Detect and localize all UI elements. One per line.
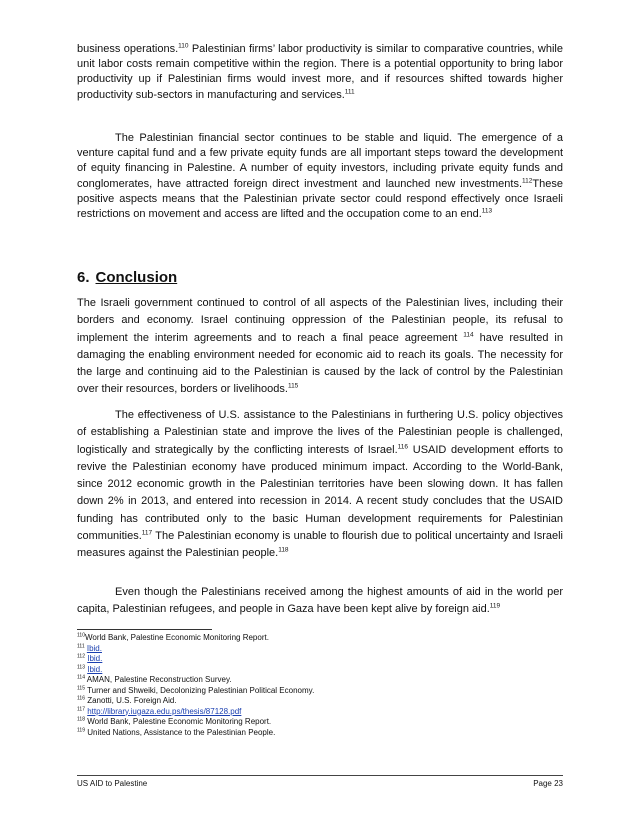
footnote-ref: 111 xyxy=(344,87,355,95)
section-number: 6. xyxy=(77,269,90,286)
paragraph-text: Palestinian firms’ labor productivity is similar to comparative countries, while unit labor costs remain competitive within the region. There is a potential opportunity to bring labor productivity up if Palestinian firms would invest more, and if resources shifted towards higher productivity sub-sectors in manufacturing and services. xyxy=(77,43,563,101)
footnote-item: $^{114}$ AMAN, Palestine Reconstruction Survey. xyxy=(77,674,232,684)
paragraph-5 xyxy=(77,584,563,619)
footnote-item: $^{119}$ United Nations, Assistance to the Palestinian People. xyxy=(77,726,276,737)
footnote-item: $^{116}$ Zanotti, U.S. Foreign Aid. xyxy=(77,695,177,705)
footnote-item: $^{112}$ Ibid. xyxy=(77,653,103,663)
footnote-ref: 110 xyxy=(178,42,189,50)
paragraph-text: Even though the Palestinians received among the highest amounts of aid in the world per capita, Palestinian refugees, and people in Gaza have been kept alive by foreign aid. xyxy=(77,586,563,616)
footnote-item: $^{118}$ World Bank, Palestine Economic Monitoring Report. xyxy=(77,716,272,726)
paragraph-text: The Palestinian financial sector continues to be stable and liquid. The emergence of a venture capital fund and a few private equity funds are all important steps toward the development of equity financing in Palestine. A number of equity investors, including private equity funds and conglomerates, have attracted foreign direct investment and launched new investments. xyxy=(77,132,563,190)
paragraph-text: The Israeli government continued to control of all aspects of the Palestinian lives, including their borders and economy. Israel continuing oppression of the Palestinian people, its refusal to implement the interim agreements and to reach a final peace agreement xyxy=(77,297,563,344)
footnote-link[interactable]: Ibid. xyxy=(86,643,102,653)
paragraph-2 xyxy=(77,131,563,222)
footnote-ref: 118 xyxy=(278,546,289,554)
footnote-link[interactable]: Ibid. xyxy=(87,664,103,674)
page-number: Page 23 xyxy=(533,779,563,788)
footnote-ref: 113 xyxy=(481,207,493,215)
footnote-ref: 115 xyxy=(287,382,299,390)
footnote-ref: 119 xyxy=(489,602,501,610)
footnote-ref: 112 xyxy=(522,176,533,184)
footnote-separator xyxy=(77,629,212,630)
footnote-item: $^{113}$ Ibid. xyxy=(77,663,103,674)
footnote-ref: 114 xyxy=(463,330,474,338)
footnote-item: $^{117}$ http://library.iugaza.edu.ps/thesis/87128.pdf xyxy=(77,705,242,716)
footnote-ref: 116 xyxy=(397,442,409,450)
footnote-url-link[interactable]: http://library.iugaza.edu.ps/thesis/87128.pdf xyxy=(87,706,242,716)
footer-separator xyxy=(77,775,563,776)
paragraph-text: USAID development efforts to revive the Palestinian economy have produced minimum impact. According to the World-Bank, since 2012 economic growth in the Palestinian territories have been slowing down. It has fallen down 2% in 2013, and entered into recession in 2014. A recent study concludes that the USAID funding has contributed only to the basic Human development requirements for Palestinian communities. xyxy=(77,443,563,543)
footer-title: US AID to Palestine xyxy=(77,779,148,788)
footnotes xyxy=(77,633,557,738)
paragraph-text: have resulted in damaging the enabling environment needed for economic aid to reach its goals. The necessity for the large and continuing aid to the Palestinian is caused by the lack of control by the Palestinian over their resources, borders or livelihoods. xyxy=(77,331,563,396)
section-heading xyxy=(77,268,177,288)
paragraph-1 xyxy=(77,42,563,103)
footnote-item: $^{111}$ Ibid. xyxy=(77,642,102,653)
footnote-item: $^{115}$ Turner and Shweiki, Decolonizing Palestinian Political Economy. xyxy=(77,684,315,695)
paragraph-4 xyxy=(77,407,563,563)
paragraph-text: The effectiveness of U.S. assistance to the Palestinians in furthering U.S. policy objectives of establishing a Palestinian state and improve the lives of the Palestinian people is challenged, logistically and strategically by the conflicting interests of Israel. xyxy=(77,409,563,456)
section-title: Conclusion xyxy=(95,269,178,286)
paragraph-3 xyxy=(77,295,563,399)
paragraph-text: The Palestinian economy is unable to flourish due to political uncertainty and Israeli measures against the Palestinian people. xyxy=(77,530,563,560)
footnote-ref: 117 xyxy=(141,529,153,537)
footnote-item: $^{110}$World Bank, Palestine Economic Monitoring Report. xyxy=(77,632,269,642)
paragraph-text: business operations. xyxy=(77,43,179,55)
paragraph-text: These positive aspects means that the Palestinian private sector could respond effectively once Israeli restrictions on movement and access are lifted and the occupation come to an end. xyxy=(77,177,563,221)
footnote-link[interactable]: Ibid. xyxy=(87,654,103,663)
